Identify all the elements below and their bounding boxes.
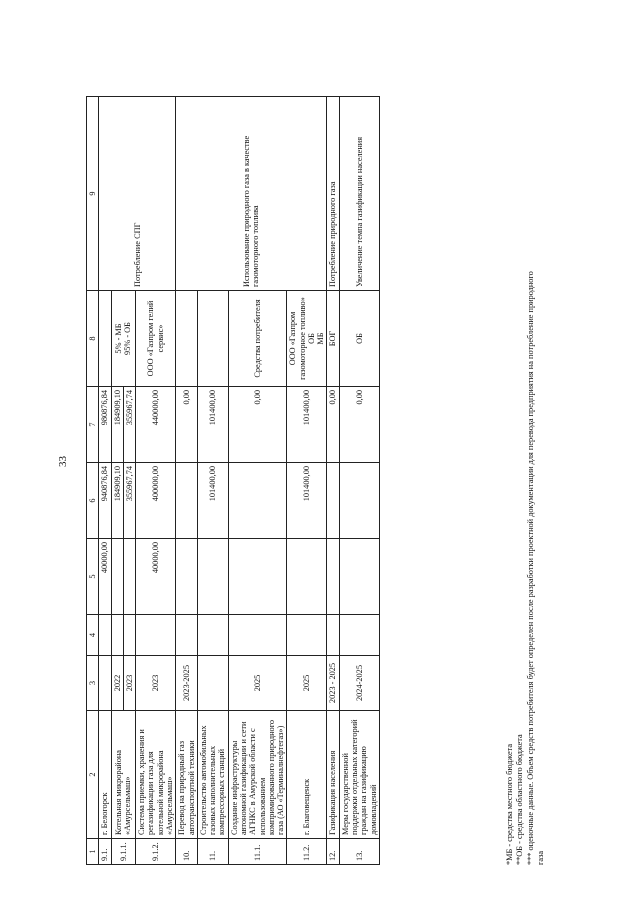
col-header-1: 1 bbox=[87, 839, 99, 865]
row-name: Система приемки, хранения и регазификации газа для котельной микрорайона «Амурсельмаш» bbox=[136, 711, 176, 839]
row-number: 12. bbox=[327, 839, 339, 865]
cell-col6: 355967,74 bbox=[123, 463, 135, 539]
table-row bbox=[176, 97, 198, 865]
cell-col8: Средства потребителя bbox=[228, 291, 287, 387]
cell-year: 2023 - 2025 bbox=[327, 656, 339, 711]
cell-year: 2025 bbox=[287, 656, 327, 711]
page-number: 33 bbox=[57, 456, 69, 467]
col-header-6: 6 bbox=[87, 463, 99, 539]
row-number: 11. bbox=[197, 839, 228, 865]
row-name: Строительство автомобильных газовых наполнительных компрессорных станций bbox=[197, 711, 228, 839]
row-name: г. Белогорск bbox=[99, 711, 111, 839]
cell-col7: 980876,84 bbox=[99, 387, 111, 463]
footnote: *МБ - средства местного бюджета bbox=[505, 743, 514, 865]
cell-col6: 184909,10 bbox=[111, 463, 123, 539]
row-name: Котельная микрорайона «Амурсельмаш» bbox=[111, 711, 136, 839]
cell-col7: 440000,00 bbox=[136, 387, 176, 463]
header-numbers-row bbox=[87, 97, 99, 865]
cell-year: 2023 bbox=[136, 656, 176, 711]
investment-table bbox=[86, 96, 380, 865]
footnote: *** оценочные данные. Объем средств потребителя будет определен после разработки проектной документации для перевода предприятия на потребление природного bbox=[525, 271, 535, 865]
cell-col7: 101400,00 bbox=[197, 387, 228, 463]
cell-col9: Потребление СПГ bbox=[99, 97, 176, 291]
col-header-5: 5 bbox=[87, 539, 99, 615]
row-name: Перевод на природный газ автотранспортной техники bbox=[176, 711, 198, 839]
cell-col5: 40000,00 bbox=[99, 539, 111, 615]
cell-year: 2023-2025 bbox=[176, 656, 198, 711]
table-row bbox=[339, 97, 379, 865]
cell-col6: 101400,00 bbox=[287, 463, 327, 539]
cell-col8: ООО «Газпром гелий сервис» bbox=[136, 291, 176, 387]
row-number: 9.1.2. bbox=[136, 839, 176, 865]
cell-col7: 184909,10 bbox=[111, 387, 123, 463]
cell-col7: 0,00 bbox=[228, 387, 287, 463]
cell-col8: ОБ bbox=[339, 291, 379, 387]
row-name: Создание инфраструктуры автономной газификации и сети АГНКС в Амурской области с использованием компримированного природного газа (АО «Терминалнефтегаз») bbox=[228, 711, 287, 839]
col-header-8: 8 bbox=[87, 291, 99, 387]
cell-col8: БОГ bbox=[327, 291, 339, 387]
cell-col7: 0,00 bbox=[327, 387, 339, 463]
cell-col7: 0,00 bbox=[176, 387, 198, 463]
row-number: 10. bbox=[176, 839, 198, 865]
cell-col9: Потребление природного газа bbox=[327, 97, 339, 291]
row-number: 9.1. bbox=[99, 839, 111, 865]
cell-col7: 355967,74 bbox=[123, 387, 135, 463]
cell-col9: Использование природного газа в качестве газомоторного топлива bbox=[176, 97, 327, 291]
cell-col6: 101400,00 bbox=[197, 463, 228, 539]
cell-col9: Увеличение темпа газификации населения bbox=[339, 97, 379, 291]
col-header-9: 9 bbox=[87, 97, 99, 291]
footnote: газа bbox=[536, 850, 546, 865]
cell-col8: 5% - МБ 95% - ОБ bbox=[111, 291, 136, 387]
cell-year: 2024-2025 bbox=[339, 656, 379, 711]
cell-col7: 101400,00 bbox=[287, 387, 327, 463]
col-header-7: 7 bbox=[87, 387, 99, 463]
table-row bbox=[99, 97, 111, 865]
row-name: Газификация населения bbox=[327, 711, 339, 839]
row-number: 13. bbox=[339, 839, 379, 865]
footnotes bbox=[505, 25, 546, 865]
row-number: 11.1. bbox=[228, 839, 287, 865]
col-header-2: 2 bbox=[87, 711, 99, 839]
col-header-4: 4 bbox=[87, 615, 99, 656]
cell-col7: 0,00 bbox=[339, 387, 379, 463]
col-header-3: 3 bbox=[87, 656, 99, 711]
cell-year: 2025 bbox=[228, 656, 287, 711]
row-name: г. Благовещенск bbox=[287, 711, 327, 839]
cell-col6: 400000,00 bbox=[136, 463, 176, 539]
table-row bbox=[327, 97, 339, 865]
cell-year: 2023 bbox=[123, 656, 135, 711]
cell-col6: 940876,84 bbox=[99, 463, 111, 539]
cell-col5: 40000,00 bbox=[136, 539, 176, 615]
row-number: 9.1.1. bbox=[111, 839, 136, 865]
footnote: **ОБ - средства областного бюджета bbox=[515, 734, 525, 865]
cell-year: 2022 bbox=[111, 656, 123, 711]
cell-col8: ООО «Газпром газомоторное топливо» ОБ МБ bbox=[287, 291, 327, 387]
row-number: 11.2. bbox=[287, 839, 327, 865]
row-name: Меры государственной поддержки отдельных категорий граждан на газификацию домовладений bbox=[339, 711, 379, 839]
